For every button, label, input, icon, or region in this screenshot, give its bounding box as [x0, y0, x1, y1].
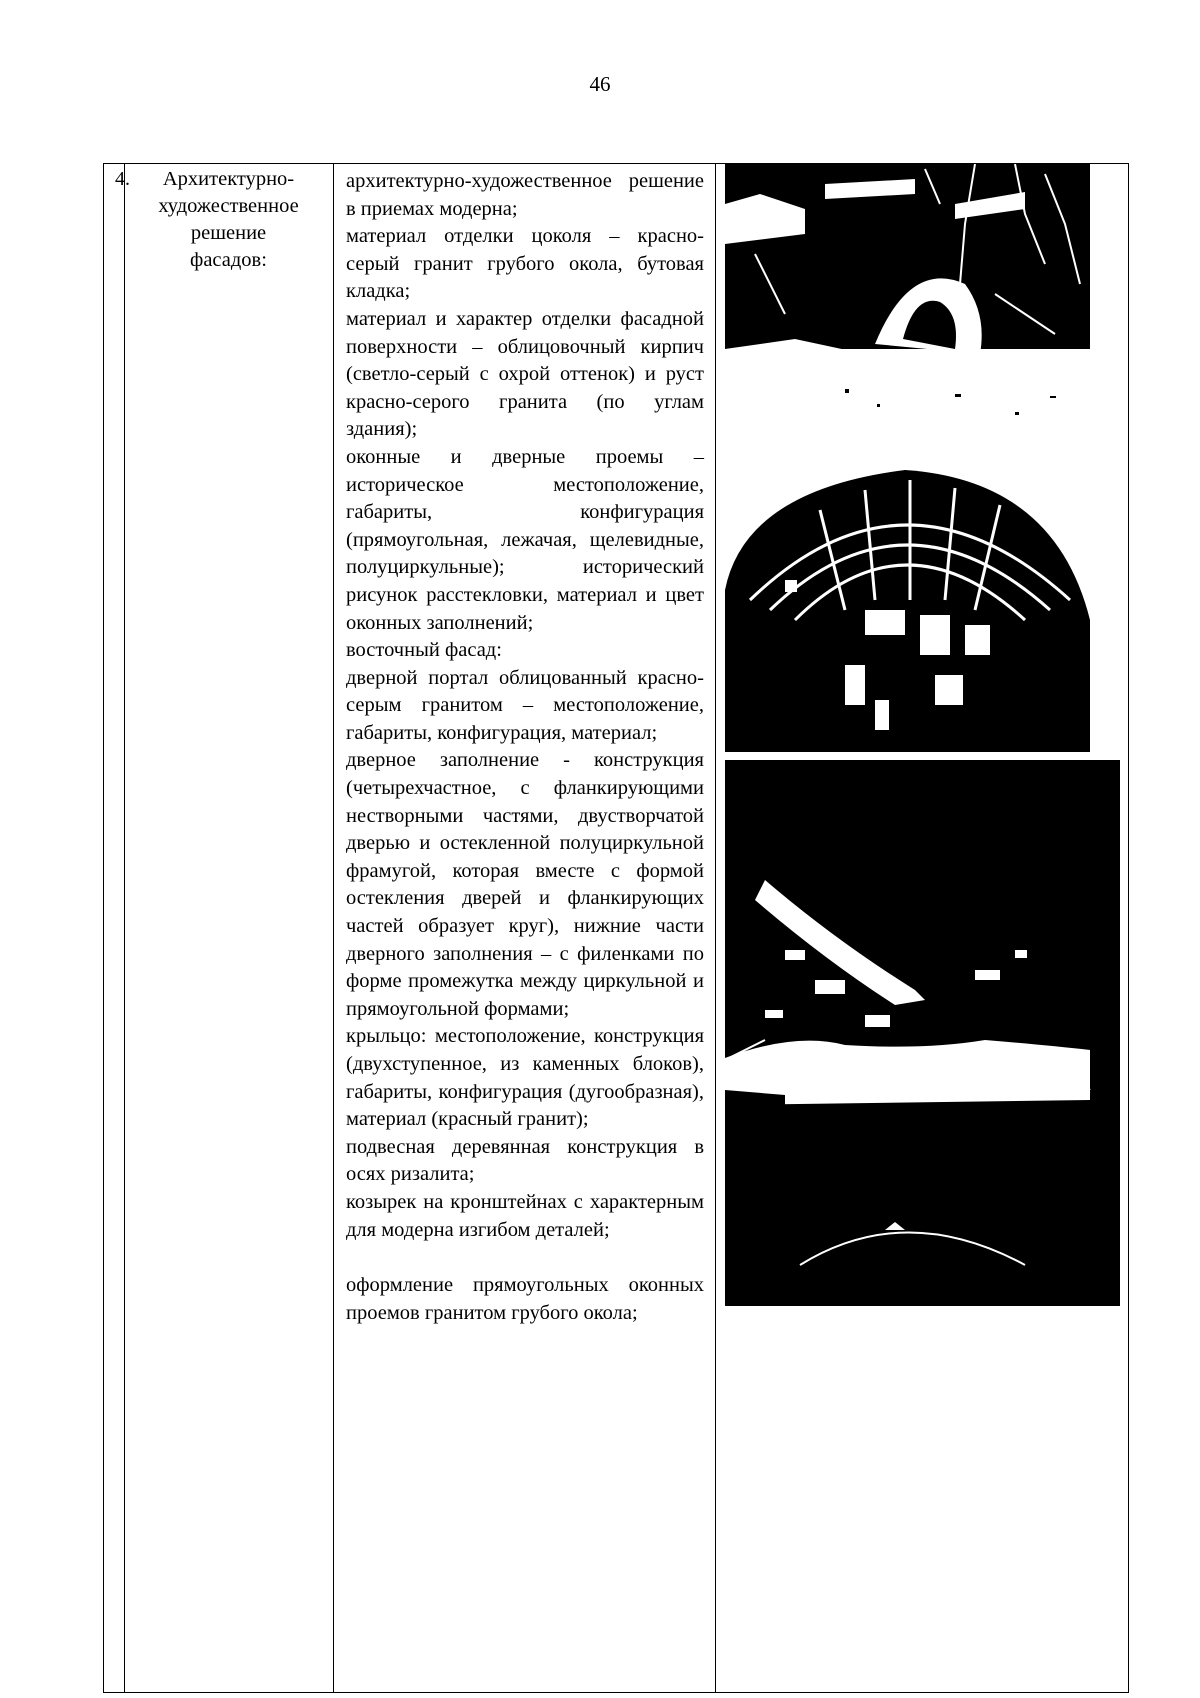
column-divider — [333, 164, 334, 1692]
row-title-line: фасадов: — [190, 249, 267, 271]
row-title-line: решение — [190, 222, 267, 244]
description-paragraph: оформление прямоугольных оконных проемов гранитом грубого окола; — [346, 1274, 704, 1324]
description-paragraph: восточный фасад: — [346, 639, 502, 662]
facade-photo-door-transom — [725, 760, 1120, 1306]
row-title-line: Архитектурно- — [162, 168, 295, 190]
row-number: 4. — [115, 168, 130, 190]
facade-photo-arched-window — [725, 460, 1120, 752]
description-paragraph: архитектурно-художественное решение в приемах модерна; — [346, 170, 704, 220]
row-description — [346, 168, 704, 1327]
paragraph-gap — [346, 1244, 704, 1272]
description-paragraph: оконные и дверные проемы – историческое местоположение, габариты, конфигурация (прямоугольная, лежачая, щелевидные, полуциркульные); исторический рисунок расстекловки, материал и цвет оконных заполнений; — [346, 445, 704, 634]
row-title-line: художественное — [158, 195, 299, 217]
heritage-table — [103, 163, 1129, 1693]
description-paragraph: материал и характер отделки фасадной поверхности – облицовочный кирпич (светло-серый с охрой оттенок) и руст красно-серого гранита (по углам здания); — [346, 307, 704, 441]
description-paragraph: дверное заполнение - конструкция (четырехчастное, с фланкирующими нестворными частями, двустворчатой дверью и остекленной полуциркульной фрамугой, которая вместе с формой остекления дверей и фланкирующих частей образует круг), нижние части дверного заполнения – с филенками по форме промежутка между циркульной и прямоугольной формами; — [346, 749, 704, 1020]
description-paragraph: дверной портал облицованный красно- серым гранитом – местоположение, габариты, конфигурация, материал; — [346, 666, 704, 744]
description-paragraph: материал отделки цоколя – красно-серый гранит грубого окола, бутовая кладка; — [346, 225, 704, 303]
facade-photo-exterior — [725, 164, 1120, 460]
column-divider — [124, 164, 125, 1692]
row-title — [137, 166, 320, 274]
description-paragraph: крыльцо: местоположение, конструкция (двухступенное, из каменных блоков), габариты, конфигурация (дугообразная), материал (красный гранит); — [346, 1025, 704, 1131]
page-number: 46 — [589, 72, 611, 96]
description-paragraph: подвесная деревянная конструкция в осях ризалита; — [346, 1135, 704, 1186]
column-divider — [715, 164, 716, 1692]
description-paragraph: козырек на кронштейнах с характерным для модерна изгибом деталей; — [346, 1190, 704, 1241]
